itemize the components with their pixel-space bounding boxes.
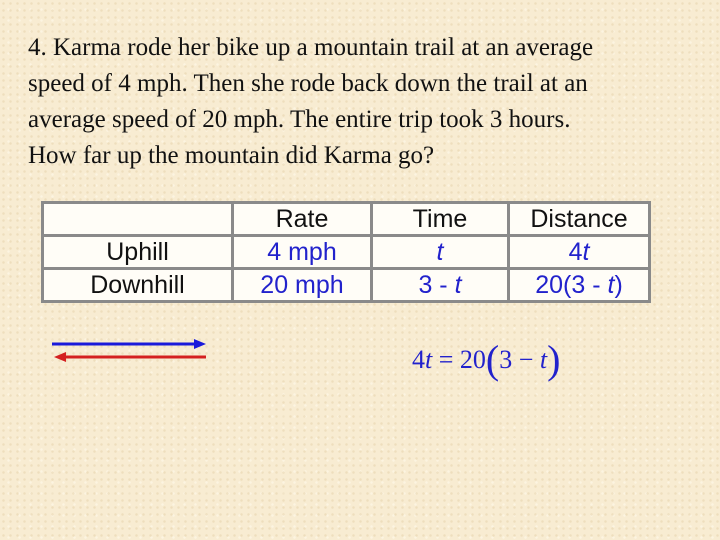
distance-coefficient: 4: [568, 237, 583, 266]
variable-t: t: [436, 237, 444, 266]
table-row: [43, 236, 650, 269]
equals-twenty: = 20: [432, 345, 486, 374]
distance-prefix: 20(3 -: [535, 270, 608, 299]
problem-line: 4. Karma rode her bike up a mountain trail at an average: [28, 34, 594, 61]
left-paren: (: [485, 337, 500, 382]
header-cell-empty: [43, 203, 233, 236]
row-label-downhill: Downhill: [43, 269, 233, 302]
problem-line: speed of 4 mph. Then she rode back down the trail at an: [28, 70, 588, 97]
variable-t: t: [607, 270, 615, 299]
downhill-rate: 20 mph: [233, 269, 372, 302]
table-header-row: [43, 203, 650, 236]
problem-line: How far up the mountain did Karma go?: [28, 142, 435, 169]
variable-t: t: [539, 345, 548, 374]
rate-time-distance-table: [41, 201, 651, 303]
table-row: [43, 269, 650, 302]
uphill-distance: [509, 236, 650, 269]
problem-text: [28, 30, 708, 174]
variable-t: t: [454, 270, 462, 299]
variable-t: t: [582, 237, 590, 266]
header-cell-distance: Distance: [509, 203, 650, 236]
direction-arrows: [50, 336, 210, 366]
uphill-time: [372, 236, 509, 269]
downhill-distance: [509, 269, 650, 302]
equation-inner: 3 −: [499, 345, 540, 374]
problem-line: average speed of 20 mph. The entire trip took 3 hours.: [28, 106, 571, 133]
variable-t: t: [425, 345, 433, 374]
arrow-left-icon: [54, 352, 206, 362]
downhill-time: [372, 269, 509, 302]
right-paren: ): [547, 337, 561, 382]
equation-coefficient: 4: [412, 345, 425, 374]
arrow-right-icon: [52, 339, 206, 349]
equation: [412, 336, 560, 383]
header-cell-rate: Rate: [233, 203, 372, 236]
time-prefix: 3 -: [418, 270, 455, 299]
uphill-rate: 4 mph: [233, 236, 372, 269]
distance-suffix: ): [614, 270, 623, 299]
header-cell-time: Time: [372, 203, 509, 236]
row-label-uphill: Uphill: [43, 236, 233, 269]
